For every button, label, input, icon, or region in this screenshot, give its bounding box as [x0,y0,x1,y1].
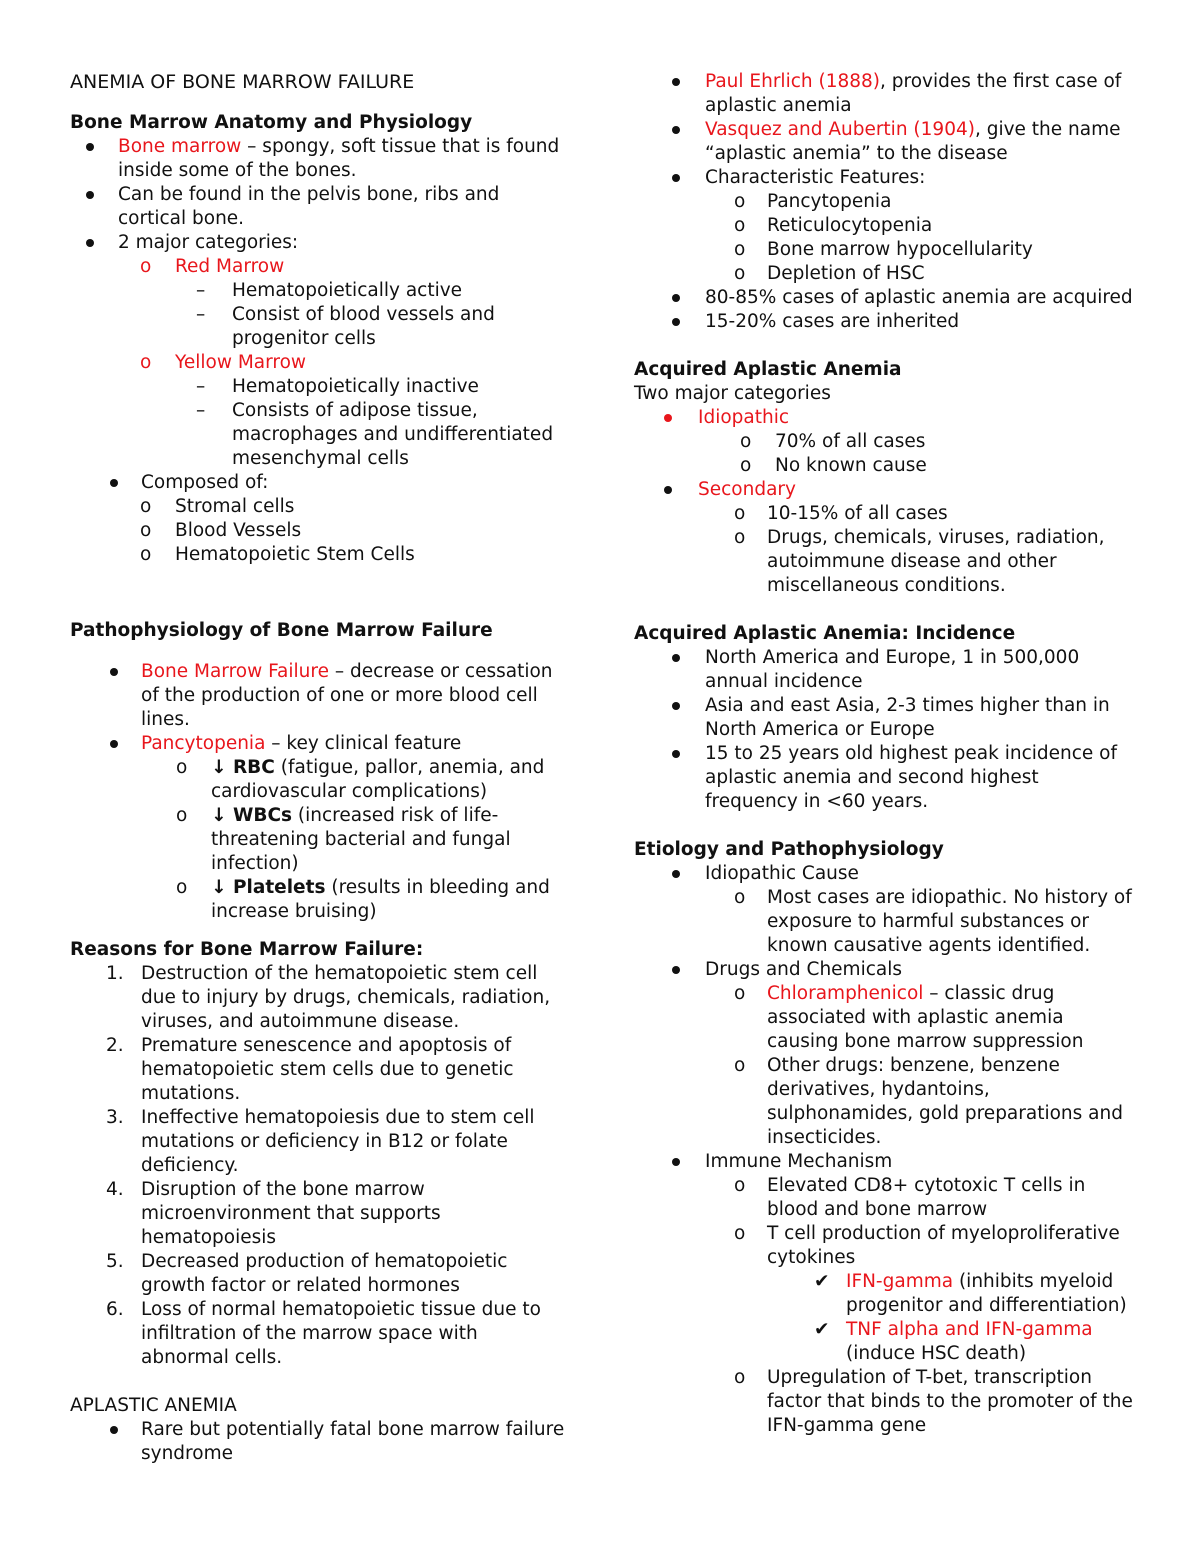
section-heading-aplastic: APLASTIC ANEMIA [70,1395,237,1416]
item-text: Blood Vessels [175,520,302,541]
item-text: 15 to 25 years old highest peak incidence of aplastic anemia and second highest frequency in <60 years. [705,743,1118,812]
list-item [634,286,1134,310]
item-text: 10-15% of all cases [767,503,948,524]
bullet-icon [110,1426,118,1434]
list-item [634,214,1134,238]
sub-bullet-icon: o [734,503,746,524]
term-highlight: Bone marrow [118,136,242,157]
item-text: Composed of: [141,472,269,493]
dash-icon: – [196,304,206,325]
sub-bullet-icon: o [176,805,188,826]
sub-bullet-icon: o [740,431,752,452]
item-text: Loss of normal hematopoietic tissue due to infiltration of the marrow space with abnormal cells. [141,1299,541,1368]
section-heading-reasons: Reasons for Bone Marrow Failure: [70,939,424,960]
list-item [634,862,1134,886]
term-highlight: Chloramphenicol [767,983,924,1004]
item-text: Destruction of the hematopoietic stem cell due to injury by drugs, chemicals, radiation, viruses, and autoimmune disease. [141,963,551,1032]
list-item [70,255,570,279]
item-text: Most cases are idiopathic. No history of exposure to harmful substances or known causative agents identified. [767,887,1132,956]
bullet-icon [672,966,680,974]
list-item [634,1366,1134,1438]
list-item [634,694,1134,742]
bullet-icon [86,191,94,199]
item-text: Other drugs: benzene, benzene derivatives, hydantoins, sulphonamides, gold preparations and insecticides. [767,1055,1123,1148]
item-text: Rare but potentially fatal bone marrow failure syndrome [141,1419,565,1464]
dash-icon: – [196,376,206,397]
list-item [70,732,570,756]
list-item [70,231,570,255]
reasons-list [70,962,570,1370]
term-highlight: Red Marrow [175,256,285,277]
list-item [70,135,570,183]
item-text: No known cause [775,455,927,476]
term-bold: ↓ WBCs [211,805,293,826]
list-item [70,1298,570,1370]
item-text: Depletion of HSC [767,263,925,284]
sub-bullet-icon: o [140,520,152,541]
list-item [634,982,1134,1054]
bullet-icon [110,740,118,748]
list-item [70,303,570,351]
list-item [70,471,570,495]
item-text: , give the name “aplastic anemia” to the disease [705,119,1121,164]
sub-bullet-icon: o [734,887,746,908]
bullet-icon [110,479,118,487]
item-text: 2 major categories: [118,232,299,253]
term-highlight: Yellow Marrow [175,352,307,373]
list-item [70,804,570,876]
item-number: 2. [106,1035,124,1056]
list-item [70,876,570,924]
item-number: 6. [106,1299,124,1320]
list-item [70,962,570,1034]
item-number: 4. [106,1179,124,1200]
item-text: 15-20% cases are inherited [705,311,960,332]
item-text: Drugs and Chemicals [705,959,902,980]
item-text: 70% of all cases [775,431,926,452]
checkmark-icon: ✔ [814,1319,830,1340]
bullet-icon [672,318,680,326]
term-highlight: Vasquez and Aubertin (1904) [705,119,975,140]
term-bold: ↓ Platelets [211,877,326,898]
list-item [634,1150,1134,1174]
list-item [634,1174,1134,1222]
item-text: Consists of adipose tissue, macrophages and undifferentiated mesenchymal cells [232,400,554,469]
item-text: Stromal cells [175,496,295,517]
list-item [70,399,570,471]
list-item [70,660,570,732]
sub-bullet-icon: o [734,263,746,284]
item-text: Upregulation of T-bet, transcription factor that binds to the promoter of the IFN-gamma gene [767,1367,1133,1436]
bullet-icon [672,750,680,758]
item-text: Pancytopenia [767,191,892,212]
sub-bullet-icon: o [176,757,188,778]
term-highlight: Paul Ehrlich (1888) [705,71,881,92]
item-text: Hematopoietically active [232,280,463,301]
acquired-subheading: Two major categories [634,383,831,404]
item-text: – decrease or cessation of the production of one or more blood cell lines. [141,661,553,730]
right-column [634,70,1134,1438]
left-column [70,70,570,1466]
section-heading-pathophysiology: Pathophysiology of Bone Marrow Failure [70,620,493,641]
list-item [634,118,1134,166]
list-item [634,238,1134,262]
sub-bullet-icon: o [734,1223,746,1244]
sub-bullet-icon: o [734,215,746,236]
bullet-icon [672,654,680,662]
section-heading-etiology: Etiology and Pathophysiology [634,839,944,860]
item-text: (fatigue, pallor, anemia, and cardiovascular complications) [211,757,545,802]
item-text: Asia and east Asia, 2-3 times higher than in North America or Europe [705,695,1110,740]
item-text: North America and Europe, 1 in 500,000 annual incidence [705,647,1080,692]
item-text: Consist of blood vessels and progenitor cells [232,304,495,349]
list-item [634,958,1134,982]
list-item [634,646,1134,694]
item-text: Decreased production of hematopoietic growth factor or related hormones [141,1251,508,1296]
item-text: Disruption of the bone marrow microenvironment that supports hematopoiesis [141,1179,441,1248]
list-item [634,1054,1134,1150]
checkmark-icon: ✔ [814,1271,830,1292]
list-item [70,183,570,231]
item-text: – classic drug associated with aplastic anemia causing bone marrow suppression [767,983,1084,1052]
section-heading-incidence: Acquired Aplastic Anemia: Incidence [634,623,1016,644]
bullet-icon [672,1158,680,1166]
item-text: – key clinical feature [265,733,462,754]
bullet-icon [86,143,94,151]
section-heading-anatomy: Bone Marrow Anatomy and Physiology [70,112,473,133]
list-item [634,190,1134,214]
sub-bullet-icon: o [740,455,752,476]
list-item [634,166,1134,190]
bullet-icon [672,702,680,710]
list-item [70,279,570,303]
bullet-icon [672,174,680,182]
item-text: Ineffective hematopoiesis due to stem cell mutations or deficiency in B12 or folate deficiency. [141,1107,535,1176]
item-text: (induce HSC death) [846,1343,1027,1364]
list-item [634,526,1134,598]
list-item [634,502,1134,526]
list-item [634,742,1134,814]
term-highlight: TNF alpha and IFN-gamma [846,1319,1093,1340]
bullet-icon [86,239,94,247]
sub-bullet-icon: o [176,877,188,898]
item-text: (inhibits myeloid progenitor and differentiation) [846,1271,1127,1316]
sub-bullet-icon: o [140,544,152,565]
list-item [70,1106,570,1178]
list-item [634,406,1134,430]
list-item [70,375,570,399]
item-text: , provides the first case of aplastic anemia [705,71,1122,116]
item-text: Elevated CD8+ cytotoxic T cells in blood and bone marrow [767,1175,1086,1220]
item-text: – spongy, soft tissue that is found inside some of the bones. [118,136,560,181]
sub-bullet-icon: o [734,983,746,1004]
item-text: (increased risk of life-threatening bacterial and fungal infection) [211,805,511,874]
sub-bullet-icon: o [734,191,746,212]
list-item [70,1250,570,1298]
sub-bullet-icon: o [734,239,746,260]
bullet-icon [664,486,672,494]
term-highlight: Bone Marrow Failure [141,661,329,682]
list-item [70,519,570,543]
list-item [634,1222,1134,1270]
item-text: 80-85% cases of aplastic anemia are acquired [705,287,1133,308]
sub-bullet-icon: o [734,1367,746,1388]
item-text: T cell production of myeloproliferative cytokines [767,1223,1120,1268]
list-item [70,756,570,804]
item-text: Premature senescence and apoptosis of hematopoietic stem cells due to genetic mutations. [141,1035,514,1104]
item-number: 5. [106,1251,124,1272]
dash-icon: – [196,280,206,301]
list-item [70,1034,570,1106]
list-item [634,1318,1134,1366]
document-title: ANEMIA OF BONE MARROW FAILURE [70,71,415,93]
term-highlight: Secondary [698,479,796,500]
list-item [70,495,570,519]
item-text: (results in bleeding and increase bruising) [211,877,550,922]
bullet-icon [664,414,672,422]
list-item [70,543,570,567]
item-text: Idiopathic Cause [705,863,859,884]
list-item [70,1418,570,1466]
list-item [634,430,1134,454]
term-highlight: Pancytopenia [141,733,266,754]
item-text: Immune Mechanism [705,1151,893,1172]
dash-icon: – [196,400,206,421]
bullet-icon [110,668,118,676]
term-bold: ↓ RBC [211,757,275,778]
bullet-icon [672,870,680,878]
term-highlight: Idiopathic [698,407,790,428]
item-text: Can be found in the pelvis bone, ribs and cortical bone. [118,184,500,229]
sub-bullet-icon: o [734,1055,746,1076]
item-number: 1. [106,963,124,984]
bullet-icon [672,78,680,86]
item-text: Drugs, chemicals, viruses, radiation, autoimmune disease and other miscellaneous conditions. [767,527,1105,596]
item-text: Bone marrow hypocellularity [767,239,1033,260]
list-item [634,886,1134,958]
list-item [634,454,1134,478]
item-text: Hematopoietically inactive [232,376,479,397]
list-item [634,1270,1134,1318]
list-item [634,70,1134,118]
list-item [634,478,1134,502]
item-text: Hematopoietic Stem Cells [175,544,415,565]
sub-bullet-icon: o [140,496,152,517]
bullet-icon [672,126,680,134]
item-number: 3. [106,1107,124,1128]
list-item [634,310,1134,334]
term-highlight: IFN-gamma [846,1271,954,1292]
item-text: Characteristic Features: [705,167,926,188]
list-item [70,351,570,375]
sub-bullet-icon: o [734,527,746,548]
list-item [70,1178,570,1250]
section-heading-acquired: Acquired Aplastic Anemia [634,359,902,380]
bullet-icon [672,294,680,302]
sub-bullet-icon: o [140,256,152,277]
item-text: Reticulocytopenia [767,215,933,236]
list-item [634,262,1134,286]
sub-bullet-icon: o [734,1175,746,1196]
sub-bullet-icon: o [140,352,152,373]
